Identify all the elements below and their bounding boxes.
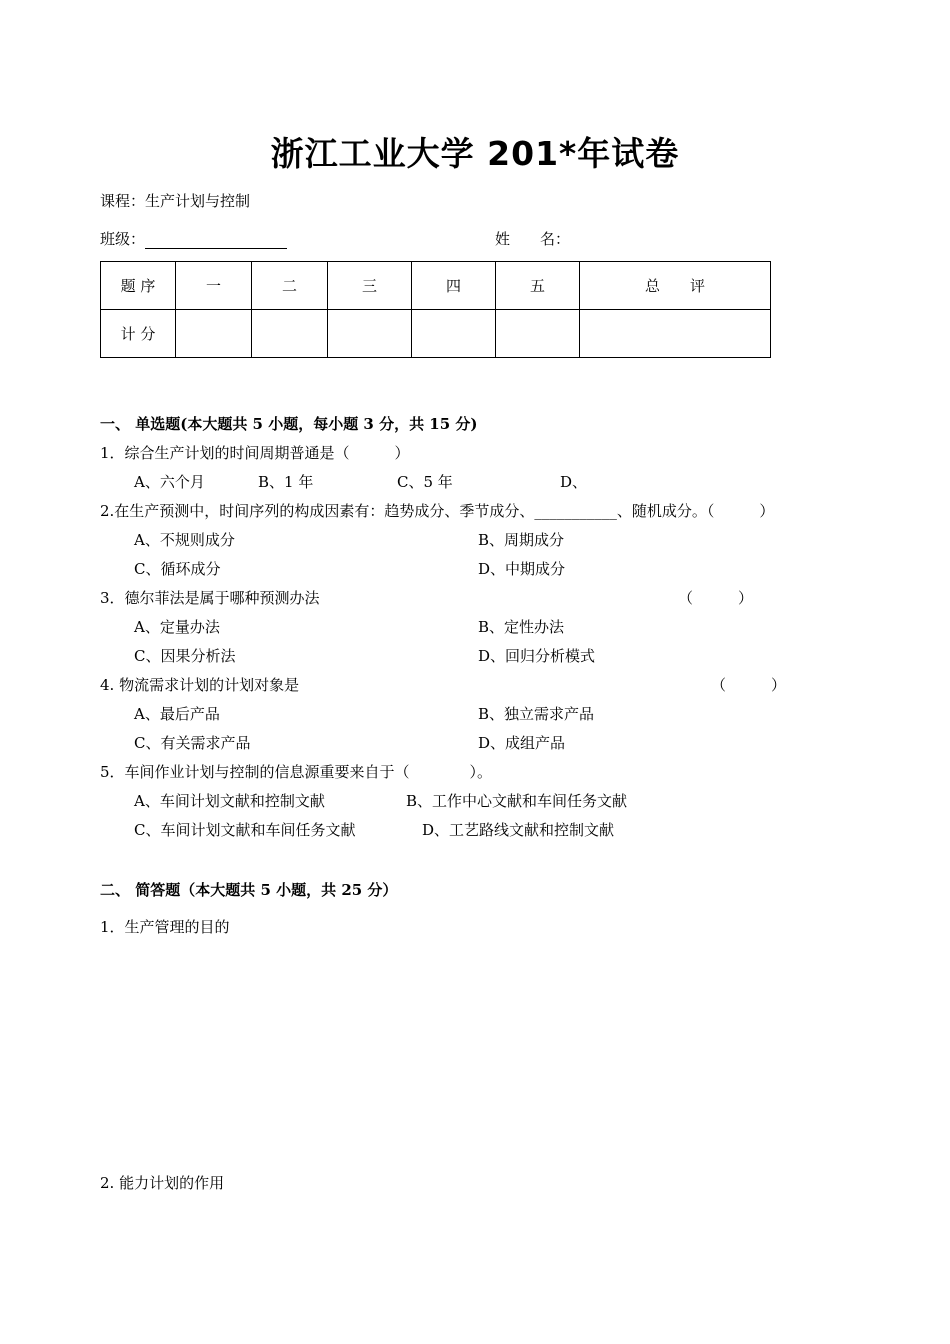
q1-stem: 1．综合生产计划的时间周期普通是（ ） <box>100 444 410 462</box>
q2-option-c: C、循环成分 <box>134 560 221 578</box>
q2-option-a: A、不规则成分 <box>134 531 235 549</box>
score-cell[interactable] <box>328 310 412 358</box>
score-row-label: 计 分 <box>101 310 176 358</box>
q1-option-b: B、1 年 <box>258 473 314 491</box>
q2-stem: 2.在生产预测中，时间序列的构成因素有：趋势成分、季节成分、___________、随机成分。（ ） <box>100 502 775 520</box>
q3-option-c: C、因果分析法 <box>134 647 236 665</box>
score-cell[interactable] <box>580 310 771 358</box>
page-title: 浙江工业大学 201*年试卷 <box>270 134 680 173</box>
q4-option-b: B、独立需求产品 <box>478 705 595 723</box>
q5-option-b: B、工作中心文献和车间任务文献 <box>406 792 628 810</box>
q4-option-d: D、成组产品 <box>478 734 566 752</box>
q4-option-a: A、最后产品 <box>134 705 220 723</box>
class-blank[interactable] <box>145 234 287 249</box>
q2-option-d: D、中期成分 <box>478 560 566 578</box>
q5-option-c: C、车间计划文献和车间任务文献 <box>134 821 356 839</box>
score-header-cell: 总 评 <box>580 262 771 310</box>
score-table-score-row <box>101 310 771 358</box>
q5-option-a: A、车间计划文献和控制文献 <box>134 792 325 810</box>
q3-option-a: A、定量办法 <box>134 618 220 636</box>
score-header-cell: 一 <box>176 262 252 310</box>
q1-option-a: A、六个月 <box>134 473 205 491</box>
score-cell[interactable] <box>412 310 496 358</box>
section2-heading: 二、 简答题（本大题共 5 小题，共 25 分） <box>100 881 398 899</box>
q4-option-c: C、有关需求产品 <box>134 734 251 752</box>
q3-answer-paren: （ ） <box>678 589 754 607</box>
score-header-cell: 四 <box>412 262 496 310</box>
score-header-cell: 题 序 <box>101 262 176 310</box>
score-header-cell: 二 <box>252 262 328 310</box>
class-label: 班级： <box>100 230 146 248</box>
score-header-cell: 五 <box>496 262 580 310</box>
q1-option-d: D、 <box>560 473 588 491</box>
score-cell[interactable] <box>252 310 328 358</box>
q3-option-d: D、回归分析模式 <box>478 647 596 665</box>
name-label: 姓 名： <box>495 230 571 248</box>
score-cell[interactable] <box>176 310 252 358</box>
section1-heading: 一、 单选题(本大题共 5 小题，每小题 3 分，共 15 分) <box>100 415 478 433</box>
q5-option-d: D、工艺路线文献和控制文献 <box>422 821 615 839</box>
score-table <box>100 261 771 358</box>
class-field <box>100 228 287 249</box>
q4-stem: 4. 物流需求计划的计划对象是 <box>100 676 300 694</box>
short-answer-q2: 2. 能力计划的作用 <box>100 1174 225 1192</box>
score-table-header-row <box>101 262 771 310</box>
q4-answer-paren: （ ） <box>711 676 787 694</box>
course-label: 课程：生产计划与控制 <box>100 192 251 210</box>
score-header-cell: 三 <box>328 262 412 310</box>
q1-option-c: C、5 年 <box>397 473 453 491</box>
q3-stem: 3．德尔菲法是属于哪种预测办法 <box>100 589 320 607</box>
q2-option-b: B、周期成分 <box>478 531 565 549</box>
q3-option-b: B、定性办法 <box>478 618 565 636</box>
q5-stem: 5．车间作业计划与控制的信息源重要来自于（ ）。 <box>100 763 493 781</box>
short-answer-q1: 1．生产管理的目的 <box>100 918 230 936</box>
score-cell[interactable] <box>496 310 580 358</box>
